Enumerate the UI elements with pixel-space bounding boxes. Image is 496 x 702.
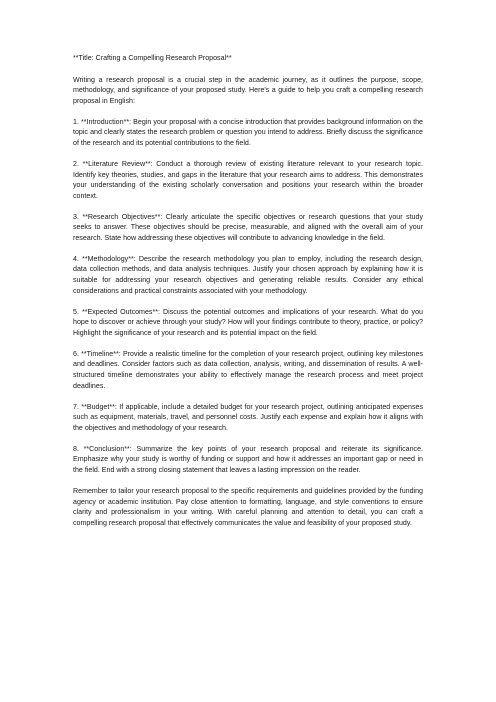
section-conclusion: 8. **Conclusion**: Summarize the key points of your research proposal and reiterate its significance. Emphasize why your study is worthy of funding or support and how it addresses an important gap or need in the field. End with a strong closing statement that leaves a lasting impression on the reader.	[73, 444, 423, 474]
document-body	[73, 53, 423, 528]
section-research-objectives: 3. **Research Objectives**: Clearly articulate the specific objectives or research questions that your study seeks to answer. These objectives should be precise, measurable, and aligned with the overall aim of your research. State how addressing these objectives will contribute to advancing knowledge in the field.	[73, 212, 423, 242]
section-expected-outcomes: 5. **Expected Outcomes**: Discuss the potential outcomes and implications of your research. What do you hope to discover or achieve through your study? How will your findings contribute to theory, practice, or policy? Highlight the significance of your research and its potential impact on the field.	[73, 307, 423, 337]
intro-paragraph: Writing a research proposal is a crucial step in the academic journey, as it outlines the purpose, scope, methodology, and significance of your proposed study. Here's a guide to help you craft a compelling research proposal in English:	[73, 75, 423, 105]
section-literature-review: 2. **Literature Review**: Conduct a thorough review of existing literature relevant to your research topic. Identify key theories, studies, and gaps in the literature that your research aims to address. This demonstrates your understanding of the existing scholarly conversation and positions your research within the broader context.	[73, 159, 423, 200]
section-methodology: 4. **Methodology**: Describe the research methodology you plan to employ, including the research design, data collection methods, and data analysis techniques. Justify your chosen approach by explaining how it is suitable for addressing your research objectives and generating reliable results. Consider any ethical considerations and practical constraints associated with your methodology.	[73, 254, 423, 295]
section-introduction: 1. **Introduction**: Begin your proposal with a concise introduction that provides background information on the topic and clearly states the research problem or question you intend to address. Briefly discuss the significance of the research and its potential contributions to the field.	[73, 117, 423, 147]
closing-paragraph: Remember to tailor your research proposal to the specific requirements and guidelines provided by the funding agency or academic institution. Pay close attention to formatting, language, and style conventions to ensure clarity and professionalism in your writing. With careful planning and attention to detail, you can craft a compelling research proposal that effectively communicates the value and feasibility of your proposed study.	[73, 486, 423, 527]
document-title: **Title: Crafting a Compelling Research Proposal**	[73, 54, 232, 62]
section-timeline: 6. **Timeline**: Provide a realistic timeline for the completion of your research project, outlining key milestones and deadlines. Consider factors such as data collection, analysis, writing, and dissemination of results. A well-structured timeline demonstrates your ability to effectively manage the research process and meet project deadlines.	[73, 349, 423, 390]
section-budget: 7. **Budget**: If applicable, include a detailed budget for your research project, outlining anticipated expenses such as equipment, materials, travel, and personnel costs. Justify each expense and explain how it aligns with the objectives and methodology of your research.	[73, 402, 423, 432]
